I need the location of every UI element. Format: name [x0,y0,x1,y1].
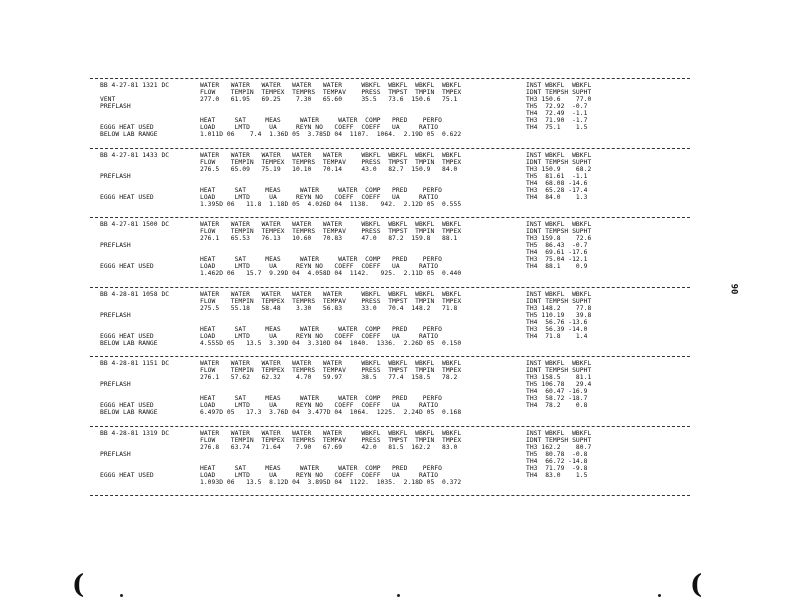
measurement-values: 276.8 63.74 71.64 7.90 67.69 42.0 81.5 162.2 83.0 [200,443,458,451]
inst-header: IDNT TEMPSH SUPHT [526,367,592,374]
column-header: FLOW TEMPIN TEMPEX TEMPRS TEMPAV PRESS TMPST TMPIN TMPEX [200,228,462,235]
inst-row: TH4 60.47 -16.9 [526,388,588,395]
column-header: HEAT SAT MEAS WATER WATER COMP PRED PERFO [200,325,442,333]
inst-header: IDNT TEMPSH SUPHT [526,297,592,305]
inst-row: TH3 148.2 77.8 [526,304,592,312]
inst-row: TH5 72.92 -0.7 [526,103,588,110]
run-id: BB 4-27-81 1321 DC [100,82,170,89]
column-header: LOAD LMTD UA REYN NO COEFF COEFF UA RATIO [200,402,439,409]
column-header: LOAD LMTD UA REYN NO COEFF COEFF UA RATIO [200,193,439,201]
inst-row: TH3 150.6 77.0 [526,96,592,103]
performance-values: 6.497D 05 17.3 3.76D 04 3.477D 04 1064. 1225. 2.24D 05 0.168 [200,409,462,416]
row-label: EGGG HEAT USED [100,124,154,131]
row-label: PREFLASH [100,311,131,319]
row-label: PREFLASH [100,450,131,458]
column-header: WATER WATER WATER WATER WATER WBKFL WBKFL WBKFL WBKFL [200,82,462,89]
scan-speck [120,594,123,597]
row-label: EGGG HEAT USED [100,402,154,409]
binder-hole-mark: ( [72,570,85,600]
column-header: LOAD LMTD UA REYN NO COEFF COEFF UA RATIO [200,332,439,340]
inst-row: TH4 78.2 0.8 [526,402,588,409]
row-label: BELOW LAB RANGE [100,409,158,416]
performance-values: 1.462D 06 15.7 9.29D 04 4.058D 04 1142. 925. 2.11D 05 0.440 [200,270,462,277]
inst-row: TH3 75.04 -12.1 [526,256,588,263]
run-id: BB 4-27-81 1500 DC [100,221,170,228]
column-header: FLOW TEMPIN TEMPEX TEMPRS TEMPAV PRESS TMPST TMPIN TMPEX [200,436,462,444]
inst-row: TH5 106.78 29.4 [526,381,592,388]
inst-header: INST WBKFL WBKFL [526,151,592,159]
inst-header: INST WBKFL WBKFL [526,429,592,437]
inst-row: TH3 71.90 -1.7 [526,117,588,124]
row-label: EGGG HEAT USED [100,263,154,270]
inst-row: TH4 83.0 1.5 [526,471,588,479]
inst-row: TH4 84.0 1.3 [526,193,588,201]
inst-header: INST WBKFL WBKFL [526,82,592,89]
inst-header: IDNT TEMPSH SUPHT [526,436,592,444]
performance-values: 1.093D 06 13.5 8.12D 04 3.895D 04 1122. 1035. 2.18D 05 0.372 [200,478,462,486]
inst-header: IDNT TEMPSH SUPHT [526,158,592,166]
inst-row: TH4 72.49 -1.1 [526,110,588,117]
inst-header: IDNT TEMPSH SUPHT [526,89,592,96]
dashed-separator [90,426,690,427]
row-label: EGGG HEAT USED [100,471,154,479]
inst-row: TH5 80.78 -0.8 [526,450,588,458]
performance-values: 1.395D 06 11.8 1.18D 05 4.026D 04 1138. 942. 2.12D 05 0.555 [200,200,462,208]
inst-row: TH4 71.8 1.4 [526,332,588,340]
row-label: PREFLASH [100,172,131,180]
measurement-values: 275.5 55.18 58.48 3.30 56.83 33.0 70.4 148.2 71.8 [200,304,458,312]
column-header: LOAD LMTD UA REYN NO COEFF COEFF UA RATIO [200,124,439,131]
column-header: FLOW TEMPIN TEMPEX TEMPRS TEMPAV PRESS TMPST TMPIN TMPEX [200,158,462,166]
column-header: FLOW TEMPIN TEMPEX TEMPRS TEMPAV PRESS TMPST TMPIN TMPEX [200,297,462,305]
page-number: 90 [728,283,739,295]
scan-speck [658,594,661,597]
column-header: LOAD LMTD UA REYN NO COEFF COEFF UA RATIO [200,471,439,479]
dashed-separator [90,148,690,149]
run-id: BB 4-28-81 1058 DC [100,290,170,298]
inst-row: TH3 162.2 80.7 [526,443,592,451]
inst-row: TH4 88.1 0.9 [526,263,588,270]
inst-row: TH4 68.08 -14.6 [526,179,588,187]
inst-row: TH5 110.19 39.8 [526,311,592,319]
inst-row: TH3 56.39 -14.0 [526,325,588,333]
run-id: BB 4-28-81 1319 DC [100,429,170,437]
column-header: HEAT SAT MEAS WATER WATER COMP PRED PERFO [200,395,442,402]
measurement-values: 276.1 57.62 62.32 4.70 59.97 38.5 77.4 158.5 78.2 [200,374,458,381]
column-header: WATER WATER WATER WATER WATER WBKFL WBKFL WBKFL WBKFL [200,221,462,228]
inst-row: TH4 66.72 -14.8 [526,457,588,465]
dashed-separator [90,356,690,357]
row-label: EGGG HEAT USED [100,332,154,340]
measurement-values: 276.5 65.09 75.19 10.10 70.14 43.0 82.7 150.9 84.0 [200,165,458,173]
row-label: BELOW LAB RANGE [100,131,158,138]
inst-row: TH3 58.72 -18.7 [526,395,588,402]
scan-speck [397,594,400,597]
inst-row: TH4 56.76 -13.6 [526,318,588,326]
inst-row: TH5 86.43 -0.7 [526,242,588,249]
inst-header: INST WBKFL WBKFL [526,221,592,228]
column-header: FLOW TEMPIN TEMPEX TEMPRS TEMPAV PRESS TMPST TMPIN TMPEX [200,89,462,96]
run-id: BB 4-28-81 1151 DC [100,360,170,367]
dashed-separator [90,78,690,79]
column-header: HEAT SAT MEAS WATER WATER COMP PRED PERFO [200,256,442,263]
inst-header: IDNT TEMPSH SUPHT [526,228,592,235]
column-header: FLOW TEMPIN TEMPEX TEMPRS TEMPAV PRESS TMPST TMPIN TMPEX [200,367,462,374]
column-header: WATER WATER WATER WATER WATER WBKFL WBKFL WBKFL WBKFL [200,151,462,159]
dashed-separator [90,217,690,218]
inst-header: INST WBKFL WBKFL [526,360,592,367]
column-header: WATER WATER WATER WATER WATER WBKFL WBKFL WBKFL WBKFL [200,290,462,298]
inst-row: TH3 159.8 72.6 [526,235,592,242]
inst-row: TH3 150.9 68.2 [526,165,592,173]
column-header: LOAD LMTD UA REYN NO COEFF COEFF UA RATIO [200,263,439,270]
inst-row: TH3 158.5 81.1 [526,374,592,381]
binder-hole-mark: ( [690,570,703,600]
run-id: BB 4-27-81 1433 DC [100,151,170,159]
dashed-separator [90,287,690,288]
performance-values: 4.555D 05 13.5 3.39D 04 3.310D 04 1040. 1336. 2.26D 05 0.150 [200,339,462,347]
inst-row: TH4 69.61 -17.6 [526,249,588,256]
row-label: VENT [100,96,116,103]
column-header: HEAT SAT MEAS WATER WATER COMP PRED PERFO [200,117,442,124]
measurement-values: 276.1 65.53 76.13 10.60 70.83 47.0 87.2 159.8 88.1 [200,235,458,242]
row-label: PREFLASH [100,381,131,388]
row-label: BELOW LAB RANGE [100,339,158,347]
column-header: WATER WATER WATER WATER WATER WBKFL WBKFL WBKFL WBKFL [200,360,462,367]
row-label: PREFLASH [100,242,131,249]
performance-values: 1.011D 06 7.4 1.36D 05 3.785D 04 1107. 1064. 2.19D 05 0.622 [200,131,462,138]
row-label: EGGG HEAT USED [100,193,154,201]
row-label: PREFLASH [100,103,131,110]
dashed-separator [90,495,690,496]
measurement-values: 277.0 61.95 69.25 7.30 65.60 35.5 73.6 150.6 75.1 [200,96,458,103]
inst-row: TH3 65.28 -17.4 [526,186,588,194]
inst-header: INST WBKFL WBKFL [526,290,592,298]
inst-row: TH4 75.1 1.5 [526,124,588,131]
inst-row: TH5 81.61 -1.1 [526,172,588,180]
column-header: WATER WATER WATER WATER WATER WBKFL WBKFL WBKFL WBKFL [200,429,462,437]
column-header: HEAT SAT MEAS WATER WATER COMP PRED PERFO [200,464,442,472]
column-header: HEAT SAT MEAS WATER WATER COMP PRED PERFO [200,186,442,194]
inst-row: TH3 71.79 -9.8 [526,464,588,472]
